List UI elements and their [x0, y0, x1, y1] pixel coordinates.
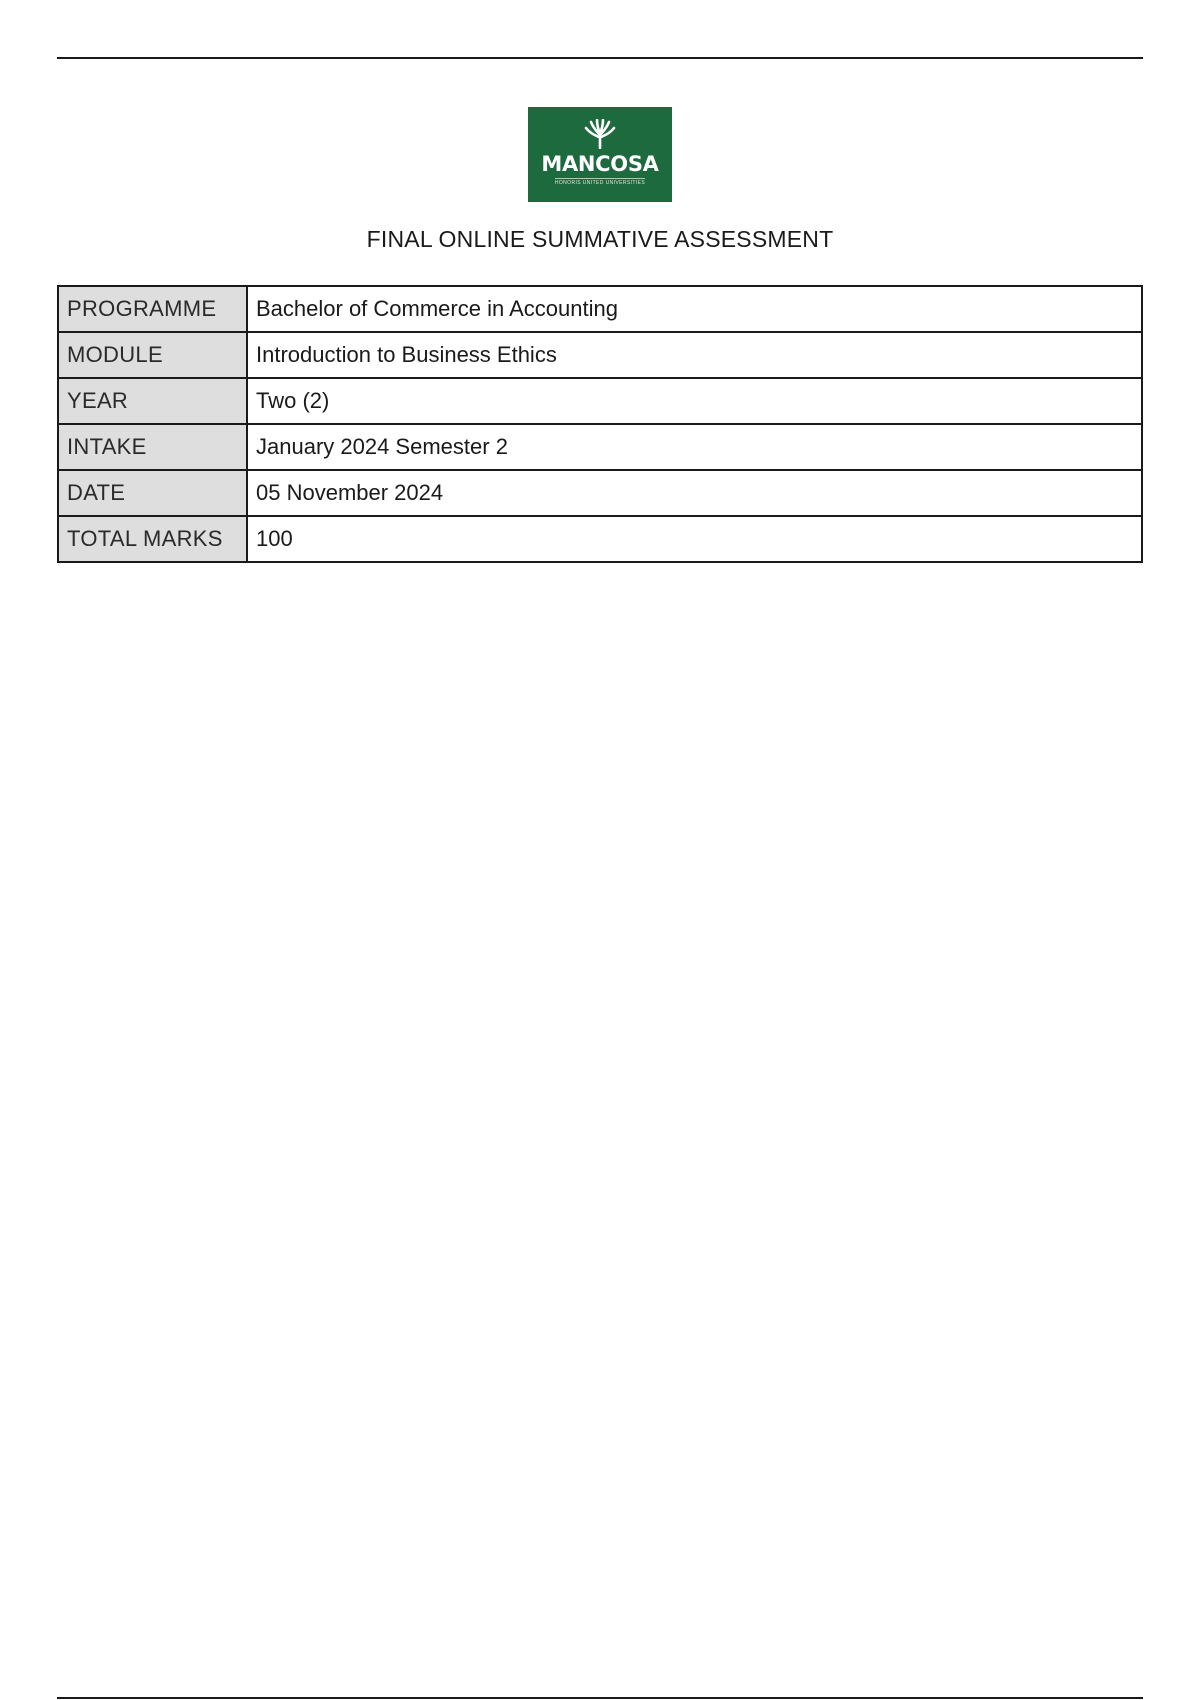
table-row: [58, 332, 1142, 378]
table-row: [58, 424, 1142, 470]
top-rule: [57, 57, 1143, 59]
table-row: [58, 516, 1142, 562]
assessment-details-table: [57, 285, 1143, 563]
row-label-intake: INTAKE: [58, 424, 247, 470]
row-label-year: YEAR: [58, 378, 247, 424]
table-row: [58, 470, 1142, 516]
document-title: FINAL ONLINE SUMMATIVE ASSESSMENT: [366, 226, 834, 252]
row-value-programme: Bachelor of Commerce in Accounting: [247, 286, 1142, 332]
row-label-date: DATE: [58, 470, 247, 516]
row-value-date: 05 November 2024: [247, 470, 1142, 516]
row-value-module: Introduction to Business Ethics: [247, 332, 1142, 378]
row-value-year: Two (2): [247, 378, 1142, 424]
table-row: [58, 378, 1142, 424]
mancosa-logo: [528, 107, 672, 202]
table-row: [58, 286, 1142, 332]
bottom-rule: [57, 1697, 1143, 1699]
logo-tagline: HONORIS UNITED UNIVERSITIES: [554, 180, 646, 186]
tree-icon: [583, 119, 617, 149]
row-label-module: MODULE: [58, 332, 247, 378]
row-value-intake: January 2024 Semester 2: [247, 424, 1142, 470]
row-value-total-marks: 100: [247, 516, 1142, 562]
logo-wordmark: MANCOSA: [541, 152, 659, 176]
row-label-total-marks: TOTAL MARKS: [58, 516, 247, 562]
row-label-programme: PROGRAMME: [58, 286, 247, 332]
